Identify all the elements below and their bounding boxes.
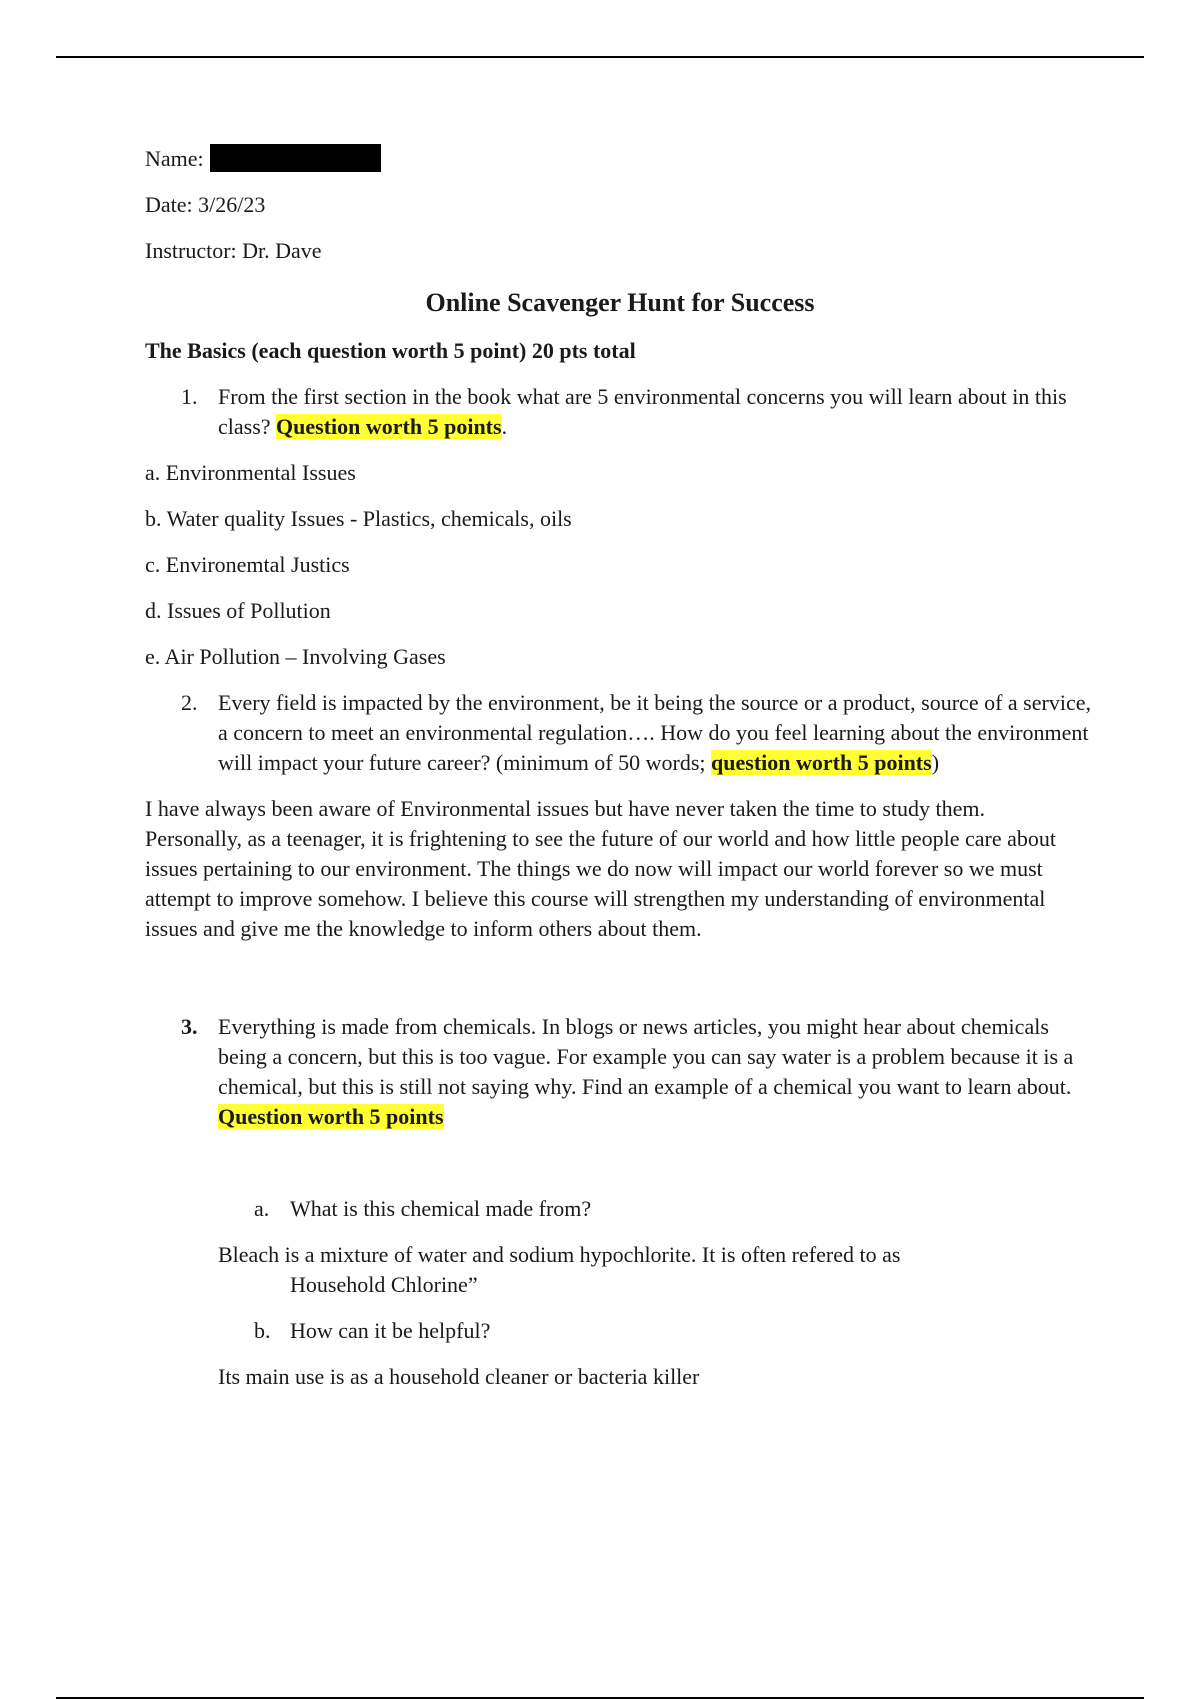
section-heading: The Basics (each question worth 5 point) 20 pts total [145, 338, 636, 363]
name-label: Name: [145, 146, 204, 171]
answer-1b: b. Water quality Issues - Plastics, chemicals, oils [145, 506, 572, 531]
question-1 [145, 382, 1095, 442]
answer-2-paragraph: I have always been aware of Environmental issues but have never taken the time to study them. Personally, as a teenager, it is frightening to see the future of our world and how little people care about issues pertaining to our environment. The things we do now will impact our world forever so we must attempt to improve somehow. I believe this course will strengthen my understanding of environmental issues and give me the knowledge to inform others about them. [145, 796, 1057, 941]
document-title: Online Scavenger Hunt for Success [425, 288, 815, 317]
question-3a-letter: a. [254, 1196, 270, 1221]
spacer [145, 960, 1095, 1012]
answer-3b: Its main use is as a household cleaner or bacteria killer [218, 1364, 700, 1389]
bottom-rule [56, 1697, 1144, 1699]
question-3-text: Everything is made from chemicals. In blogs or news articles, you might hear about chemicals being a concern, but this is too vague. For example you can say water is a problem because it is a chemical, but this is still not saying why. Find an example of a chemical you want to learn about. [218, 1014, 1074, 1099]
question-1-tail: . [501, 414, 508, 439]
top-rule [56, 56, 1144, 58]
redacted-name-box [210, 144, 381, 172]
question-3b [145, 1316, 1095, 1346]
question-3-number: 3. [181, 1014, 198, 1039]
spacer [145, 1148, 1095, 1194]
document-page [145, 144, 1095, 1408]
question-2 [145, 688, 1095, 778]
question-3 [145, 1012, 1095, 1132]
answer-3a-line2: Household Chlorine” [290, 1272, 478, 1297]
answer-3a-line1: Bleach is a mixture of water and sodium hypochlorite. It is often refered to as [218, 1242, 901, 1267]
question-3a-text: What is this chemical made from? [290, 1196, 592, 1221]
name-line [145, 144, 1095, 174]
date-line: Date: 3/26/23 [145, 192, 266, 217]
question-1-points-highlight: Question worth 5 points [276, 414, 502, 439]
answer-3a [218, 1240, 1095, 1300]
answer-1e: e. Air Pollution – Involving Gases [145, 644, 446, 669]
question-2-number: 2. [181, 690, 198, 715]
question-3b-text: How can it be helpful? [290, 1318, 491, 1343]
answer-1c: c. Environemtal Justics [145, 552, 350, 577]
question-2-text: Every field is impacted by the environment, be it being the source or a product, source of a service, a concern to meet an environmental regulation…. How do you feel learning about the environment will impact your future career? (minimum of 50 words; [218, 690, 1091, 775]
question-3b-letter: b. [254, 1318, 271, 1343]
question-1-text: From the first section in the book what are 5 environmental concerns you will learn about in this class? [218, 384, 1067, 439]
answer-1d: d. Issues of Pollution [145, 598, 331, 623]
answer-1a: a. Environmental Issues [145, 460, 356, 485]
question-3a [145, 1194, 1095, 1224]
question-3-points-highlight: Question worth 5 points [218, 1104, 444, 1129]
question-1-number: 1. [181, 384, 198, 409]
question-2-tail: ) [931, 750, 940, 775]
instructor-line: Instructor: Dr. Dave [145, 238, 322, 263]
question-2-points-highlight: question worth 5 points [711, 750, 932, 775]
